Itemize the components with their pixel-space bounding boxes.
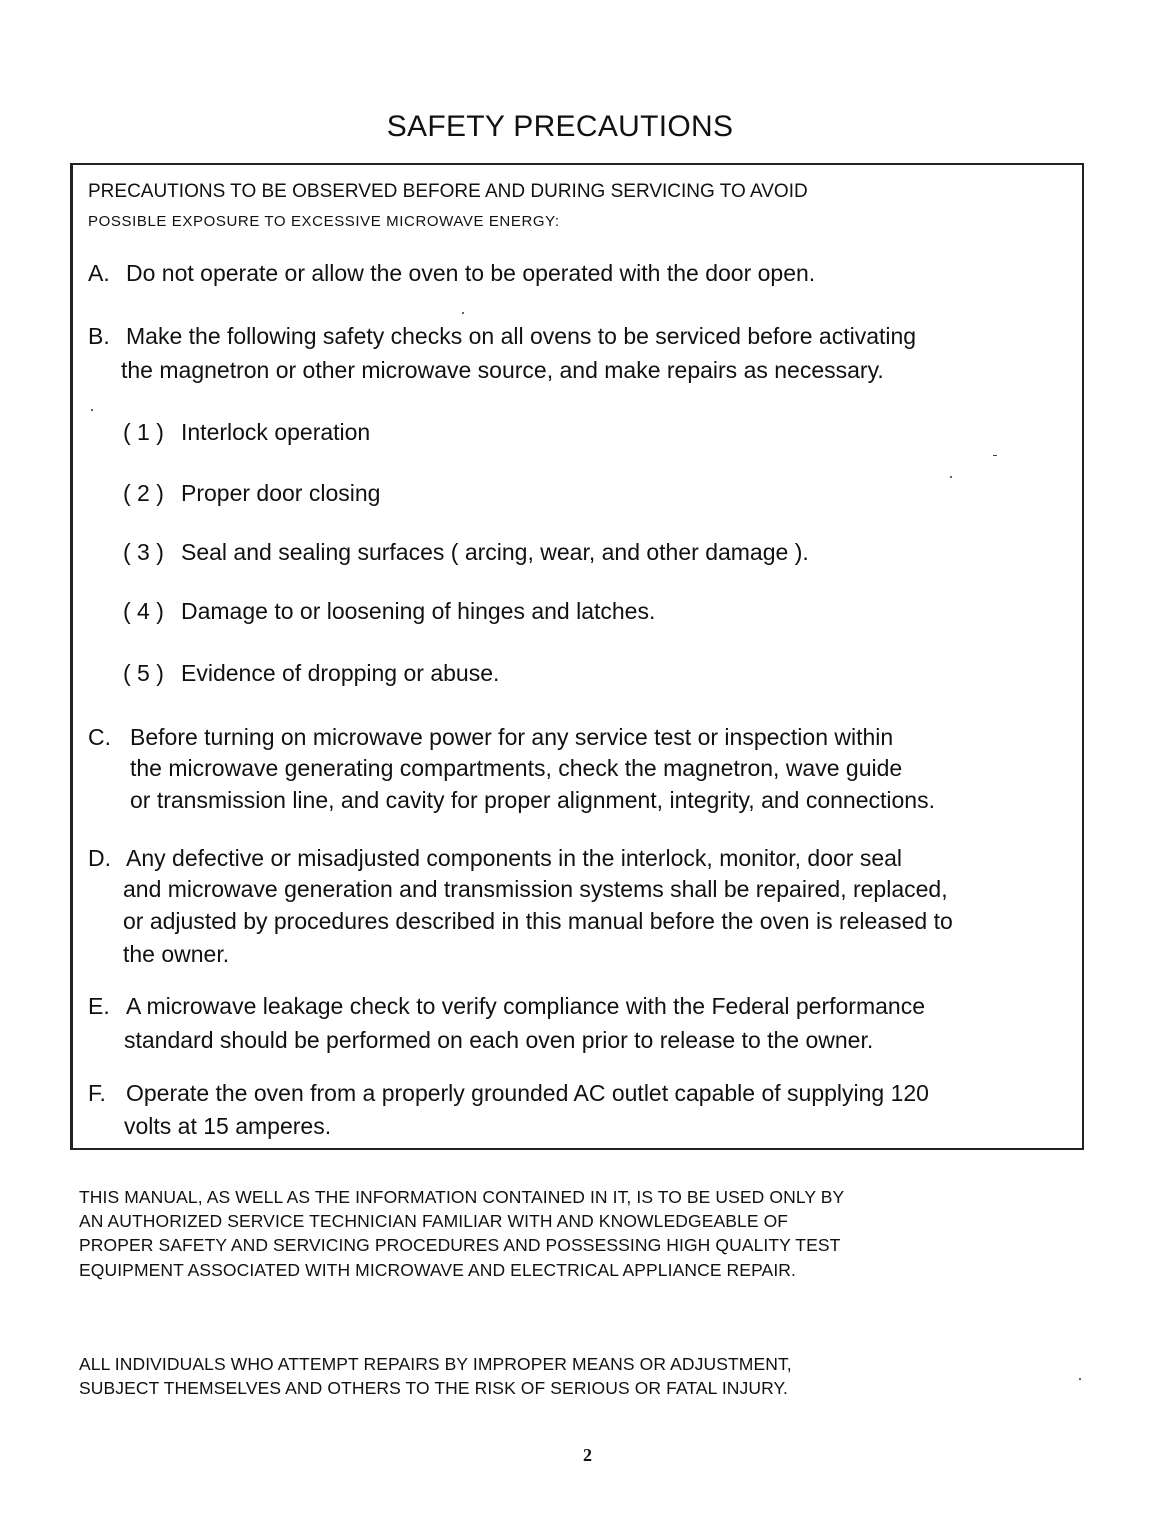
page-title: SAFETY PRECAUTIONS [386,110,734,143]
scan-speck [1079,1378,1081,1380]
item-c [88,721,893,753]
item-label: C. [88,724,111,750]
scan-speck [91,409,93,411]
item-d-line-4: the owner. [123,941,230,967]
item-label: D. [88,845,111,871]
page-number: 2 [583,1445,592,1465]
subitem-label: ( 4 ) [123,598,164,624]
warning-line-2: SUBJECT THEMSELVES AND OTHERS TO THE RISK OF SERIOUS OR FATAL INJURY. [79,1378,789,1398]
footer-notice-line-4: EQUIPMENT ASSOCIATED WITH MICROWAVE AND ELECTRICAL APPLIANCE REPAIR. [79,1260,796,1280]
item-b-line-2: the magnetron or other microwave source, and make repairs as necessary. [121,357,884,383]
box-header-line-2: POSSIBLE EXPOSURE TO EXCESSIVE MICROWAVE ENERGY: [88,213,560,230]
subitem-1 [123,416,370,448]
item-label: E. [88,993,110,1019]
item-f [88,1077,929,1109]
subitem-text: Evidence of dropping or abuse. [181,660,500,686]
subitem-4 [123,595,655,627]
subitem-5 [123,657,499,689]
subitem-label: ( 3 ) [123,539,164,565]
footer-notice-line-1: THIS MANUAL, AS WELL AS THE INFORMATION CONTAINED IN IT, IS TO BE USED ONLY BY [79,1187,845,1207]
item-label: F. [88,1080,106,1106]
scan-speck [462,312,464,314]
item-d [88,842,902,874]
item-text: Make the following safety checks on all ovens to be serviced before activating [126,323,917,349]
subitem-3 [123,536,809,568]
item-text: Before turning on microwave power for any service test or inspection within [130,724,894,750]
item-c-line-2: the microwave generating compartments, check the magnetron, wave guide [130,755,903,781]
subitem-label: ( 1 ) [123,419,164,445]
item-a [88,257,815,289]
item-label: B. [88,323,110,349]
item-d-line-2: and microwave generation and transmission systems shall be repaired, replaced, [123,876,948,902]
scan-speck [993,455,997,456]
subitem-text: Damage to or loosening of hinges and latches. [181,598,656,624]
item-f-line-2: volts at 15 amperes. [124,1113,332,1139]
item-d-line-3: or adjusted by procedures described in this manual before the oven is released to [123,908,953,934]
box-header-line-1: PRECAUTIONS TO BE OBSERVED BEFORE AND DURING SERVICING TO AVOID [88,181,808,202]
warning-line-1: ALL INDIVIDUALS WHO ATTEMPT REPAIRS BY IMPROPER MEANS OR ADJUSTMENT, [79,1354,792,1374]
subitem-2 [123,477,380,509]
subitem-text: Seal and sealing surfaces ( arcing, wear, and other damage ). [181,539,809,565]
item-text: Do not operate or allow the oven to be operated with the door open. [126,260,816,286]
item-e-line-2: standard should be performed on each oven prior to release to the owner. [124,1027,874,1053]
item-text: Any defective or misadjusted components in the interlock, monitor, door seal [126,845,903,871]
item-text: A microwave leakage check to verify compliance with the Federal performance [126,993,925,1019]
footer-notice-line-3: PROPER SAFETY AND SERVICING PROCEDURES AND POSSESSING HIGH QUALITY TEST [79,1235,841,1255]
subitem-text: Interlock operation [181,419,371,445]
footer-notice-line-2: AN AUTHORIZED SERVICE TECHNICIAN FAMILIAR WITH AND KNOWLEDGEABLE OF [79,1211,789,1231]
item-e [88,990,925,1022]
subitem-text: Proper door closing [181,480,381,506]
item-text: Operate the oven from a properly grounded AC outlet capable of supplying 120 [126,1080,929,1106]
subitem-label: ( 5 ) [123,660,164,686]
scan-speck [950,476,952,478]
subitem-label: ( 2 ) [123,480,164,506]
item-label: A. [88,260,110,286]
item-c-line-3: or transmission line, and cavity for proper alignment, integrity, and connections. [130,787,935,813]
item-b [88,320,916,352]
